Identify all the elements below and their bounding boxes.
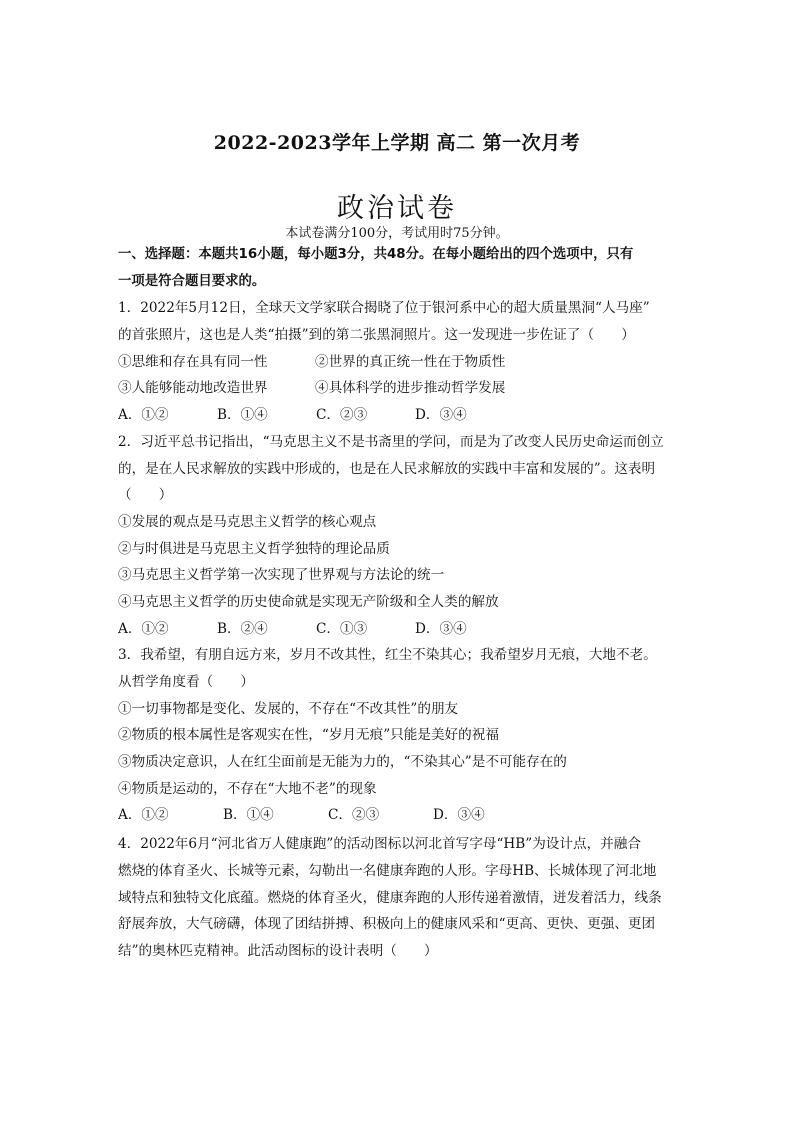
question-text: 域特点和独特文化底蕴。燃烧的体育圣火，健康奔跑的人形传递着激情，迸发着活力，线条 [118, 889, 662, 906]
question-4 [118, 831, 678, 964]
question-text: 的，是在人民求解放的实践中形成的，也是在人民求解放的实践中丰富和发展的”。这表明 [118, 460, 656, 477]
question-2 [118, 429, 678, 643]
question-text: 从哲学角度看（ ） [118, 674, 254, 690]
answer-option: D．③④ [415, 620, 467, 637]
section-heading-cont: 一项是符合题目要求的。 [118, 273, 266, 289]
answer-option: B．①④ [223, 807, 274, 824]
statement: ①发展的观点是马克思主义哲学的核心观点 [118, 513, 377, 530]
question-text: 的首张照片，这也是人类“拍摄”到的第二张黑洞照片。这一发现进一步佐证了（ ） [118, 327, 635, 344]
answer-row [118, 802, 678, 829]
statement: ④马克思主义哲学的历史使命就是实现无产阶级和全人类的解放 [118, 593, 499, 610]
statement: ②与时俱进是马克思主义哲学独特的理论品质 [118, 540, 390, 557]
exam-note: 本试卷满分100分，考试用时75分钟。 [285, 226, 509, 241]
answer-option: C．①③ [316, 620, 368, 637]
answer-row [118, 402, 678, 429]
statement: ②物质的根本属性是客观实在性，“岁月无痕”只能是美好的祝福 [118, 727, 499, 744]
answer-option: D．③④ [415, 407, 467, 424]
statement: ③马克思主义哲学第一次实现了世界观与方法论的统一 [118, 567, 445, 584]
exam-content [118, 242, 678, 965]
question-text: 4．2022年6月“河北省万人健康跑”的活动图标以河北首写字母“HB”为设计点，并融合 [118, 836, 641, 853]
section-heading: 一、选择题：本题共16小题，每小题3分，共48分。在每小题给出的四个选项中，只有 [118, 247, 634, 262]
statement: ④物质是运动的，不存在“大地不老”的现象 [118, 780, 377, 797]
answer-option: C．②③ [328, 807, 380, 824]
question-text: 舒展奔放，大气磅礴，体现了团结拼搏、积极向上的健康风采和“更高、更快、更强、更团 [118, 916, 656, 933]
statement: ③人能够能动地改造世界 [118, 380, 268, 397]
statement: ④具体科学的进步推动哲学发展 [315, 380, 506, 397]
statement-row [118, 349, 678, 376]
answer-option: D．③④ [433, 807, 485, 824]
question-1 [118, 295, 678, 428]
statement: ①一切事物都是变化、发展的，不存在“不改其性”的朋友 [118, 700, 459, 717]
answer-option: A．①② [118, 407, 169, 424]
answer-option: A．①② [118, 807, 169, 824]
answer-option: B．②④ [217, 620, 268, 637]
question-text: 3．我希望，有朋自远方来，岁月不改其性，红尘不染其心；我希望岁月无痕，大地不老。 [118, 647, 657, 664]
answer-option: A．①② [118, 620, 169, 637]
statement: ②世界的真正统一性在于物质性 [315, 353, 506, 370]
question-text: 燃烧的体育圣火、长城等元素，勾勒出一名健康奔跑的人形。字母HB、长城体现了河北地 [118, 862, 657, 879]
subject-title: 政治试卷 [337, 193, 457, 224]
question-3 [118, 642, 678, 829]
question-text: 结”的奥林匹克精神。此活动图标的设计表明（ ） [118, 942, 438, 959]
exam-title: 2022-2023学年上学期 高二 第一次月考 [213, 132, 581, 154]
statement: ③物质决定意识，人在红尘面前是无能为力的，“不染其心”是不可能存在的 [118, 754, 567, 771]
question-text: （ ） [118, 487, 173, 504]
answer-option: C．②③ [316, 407, 368, 424]
statement-row [118, 375, 678, 402]
answer-row [118, 616, 678, 643]
statement: ①思维和存在具有同一性 [118, 353, 268, 370]
question-text: 2．习近平总书记指出，“马克思主义不是书斋里的学问，而是为了改变人民历史命运而创立 [118, 433, 664, 450]
question-text: 1．2022年5月12日，全球天文学家联合揭晓了位于银河系中心的超大质量黑洞“人马座” [118, 300, 650, 317]
answer-option: B．①④ [217, 407, 268, 424]
